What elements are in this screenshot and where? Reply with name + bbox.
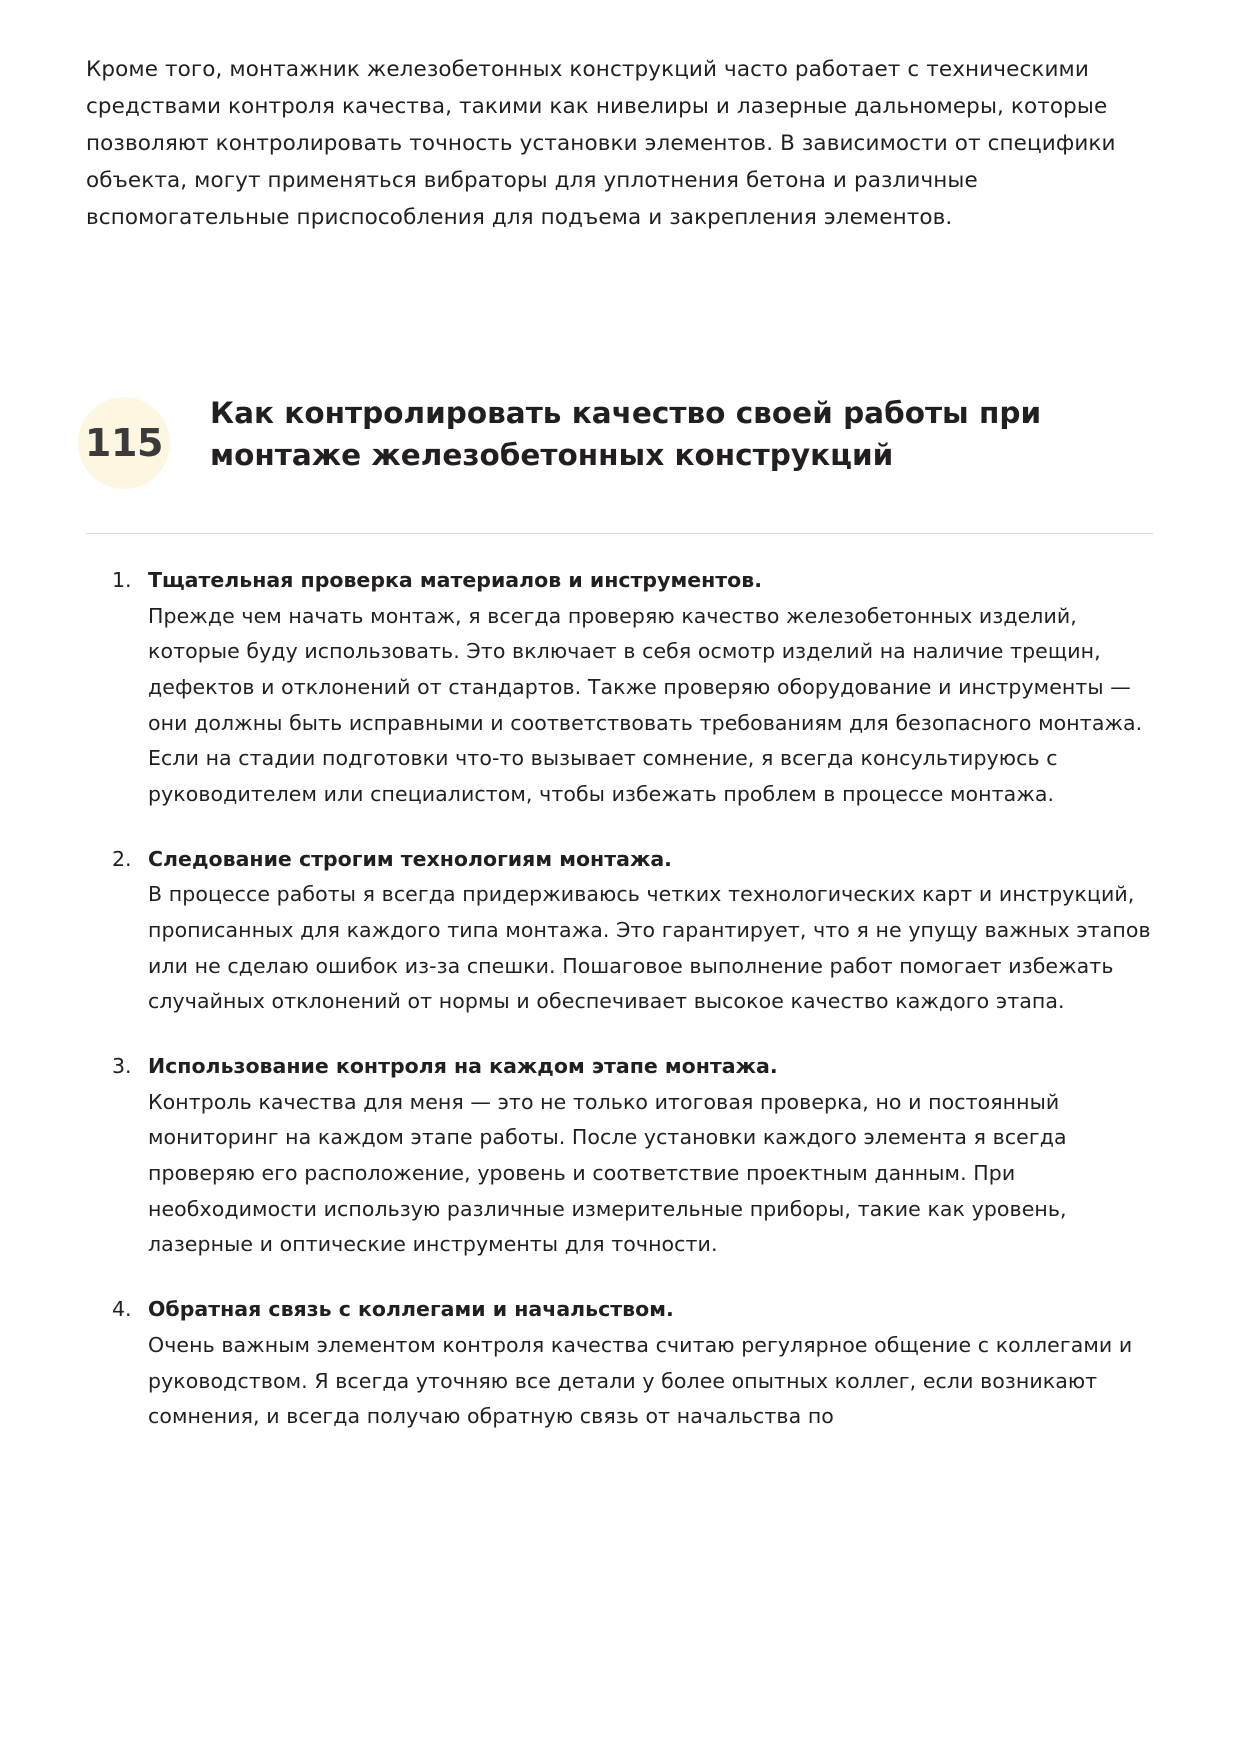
list-item-title: Использование контроля на каждом этапе монтажа. xyxy=(148,1054,778,1078)
section-number-badge xyxy=(78,397,170,489)
list-item-body: Прежде чем начать монтаж, я всегда проверяю качество железобетонных изделий, которые буду использовать. Это включает в себя осмотр изделий на наличие трещин, дефектов и отклонений от стандартов. Также проверяю оборудование и инструменты — они должны быть исправными и соответствовать требованиям для безопасного монтажа. Если на стадии подготовки что-то вызывает сомнение, я всегда консультируюсь с руководителем или специалистом, чтобы избежать проблем в процессе монтажа. xyxy=(148,603,1143,806)
section-header xyxy=(86,387,1153,507)
list-item-body: В процессе работы я всегда придерживаюсь четких технологических карт и инструкций, прописанных для каждого типа монтажа. Это гарантирует, что я не упущу важных этапов или не сделаю ошибок из-за спешки. Пошаговое выполнение работ помогает избежать случайных отклонений от нормы и обеспечивает высокое качество каждого этапа. xyxy=(148,882,1151,1014)
list-item xyxy=(112,843,1153,1020)
list-item-title: Следование строгим технологиям монтажа. xyxy=(148,846,672,871)
quality-control-list xyxy=(86,564,1153,1435)
section-number: 115 xyxy=(84,420,164,465)
list-item-title: Обратная связь с коллегами и начальством. xyxy=(148,1297,674,1322)
list-item xyxy=(112,1050,1153,1263)
list-item xyxy=(112,564,1153,813)
section-title: Как контролировать качество своей работы при монтаже железобетонных конструкций xyxy=(210,395,1042,472)
list-item-body: Контроль качества для меня — это не только итоговая проверка, но и постоянный мониторинг на каждом этапе работы. После установки каждого элемента я всегда проверяю его расположение, уровень и соответствие проектным данным. При необходимости использую различные измерительные приборы, такие как уровень, лазерные и оптические инструменты для точности. xyxy=(148,1089,1067,1257)
intro-paragraph: Кроме того, монтажник железобетонных конструкций часто работает с техническими средствами контроля качества, такими как нивелиры и лазерные дальномеры, которые позволяют контролировать точность установки элементов. В зависимости от специфики объекта, могут применяться вибраторы для уплотнения бетона и различные вспомогательные приспособления для подъема и закрепления элементов. xyxy=(86,57,1116,230)
section-divider xyxy=(86,533,1153,534)
list-item xyxy=(112,1293,1153,1435)
list-item-body: Очень важным элементом контроля качества считаю регулярное общение с коллегами и руководством. Я всегда уточняю все детали у более опытных коллег, если возникают сомнения, и всегда получаю обратную связь от начальства по xyxy=(148,1332,1133,1429)
list-item-title: Тщательная проверка материалов и инструментов. xyxy=(148,567,762,592)
